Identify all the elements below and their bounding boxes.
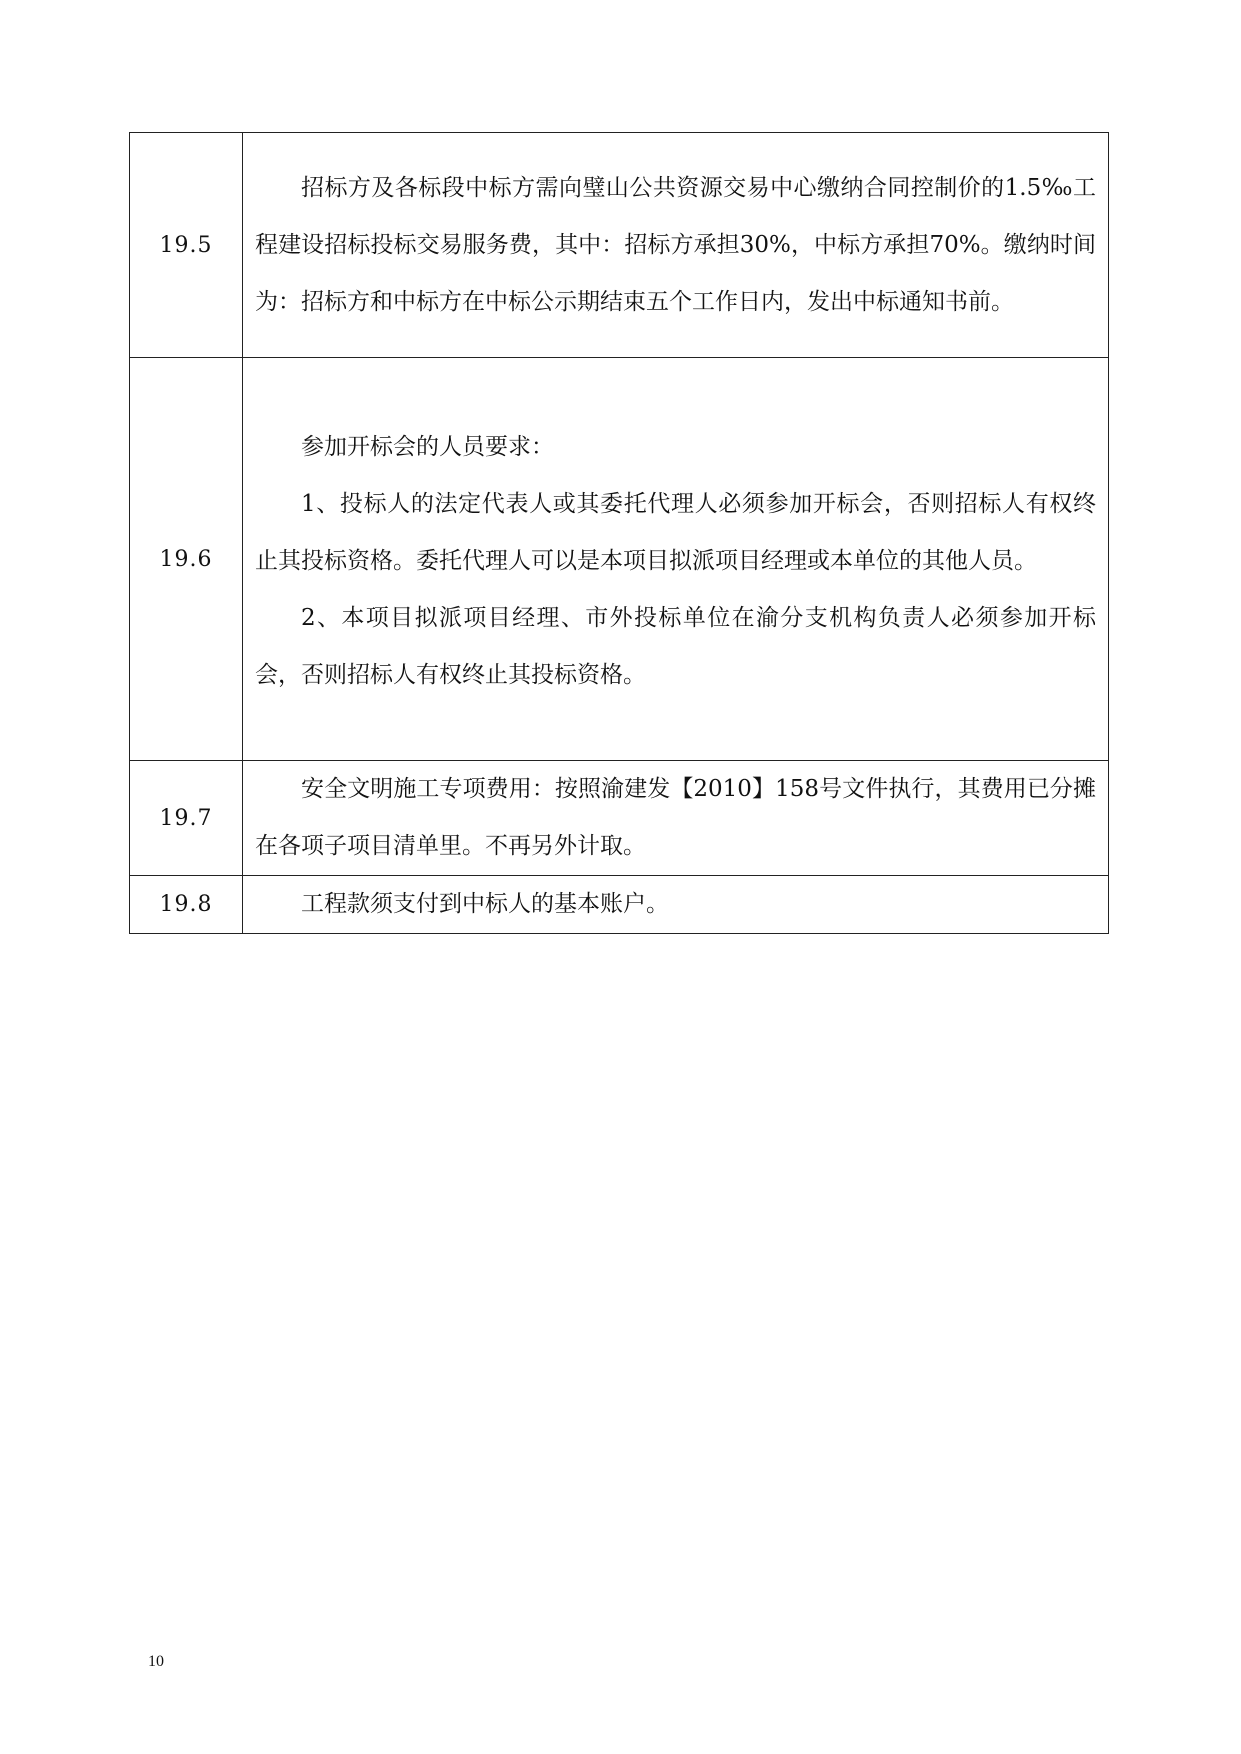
- clause-row-19-5: [130, 133, 1109, 358]
- clause-paragraph: 安全文明施工专项费用：按照渝建发【2010】158号文件执行，其费用已分摊在各项子项目清单里。不再另外计取。: [255, 776, 1096, 859]
- clause-number: 19.8: [130, 876, 243, 934]
- clause-text-cell: [243, 358, 1109, 761]
- clause-text-cell: [243, 876, 1109, 934]
- clause-number: 19.7: [130, 761, 243, 876]
- clause-row-19-8: [130, 876, 1109, 934]
- clause-row-19-7: [130, 761, 1109, 876]
- clause-text-cell: [243, 761, 1109, 876]
- clause-paragraph: 招标方及各标段中标方需向璧山公共资源交易中心缴纳合同控制价的1.5‰工程建设招标投标交易服务费，其中：招标方承担30%，中标方承担70%。缴纳时间为：招标方和中标方在中标公示期结束五个工作日内，发出中标通知书前。: [255, 174, 1096, 315]
- clause-row-19-6: [130, 358, 1109, 761]
- clause-number: 19.5: [130, 133, 243, 358]
- clause-number: 19.6: [130, 358, 243, 761]
- clause-paragraph: 2、本项目拟派项目经理、市外投标单位在渝分支机构负责人必须参加开标会，否则招标人有权终止其投标资格。: [255, 604, 1096, 688]
- page-number: 10: [148, 1653, 164, 1670]
- clause-text-cell: [243, 133, 1109, 358]
- clause-paragraph: 参加开标会的人员要求：: [301, 433, 554, 460]
- clause-paragraph: 1、投标人的法定代表人或其委托代理人必须参加开标会，否则招标人有权终止其投标资格。委托代理人可以是本项目拟派项目经理或本单位的其他人员。: [255, 490, 1096, 574]
- clause-table: [129, 132, 1109, 934]
- clause-paragraph: 工程款须支付到中标人的基本账户。: [301, 891, 669, 917]
